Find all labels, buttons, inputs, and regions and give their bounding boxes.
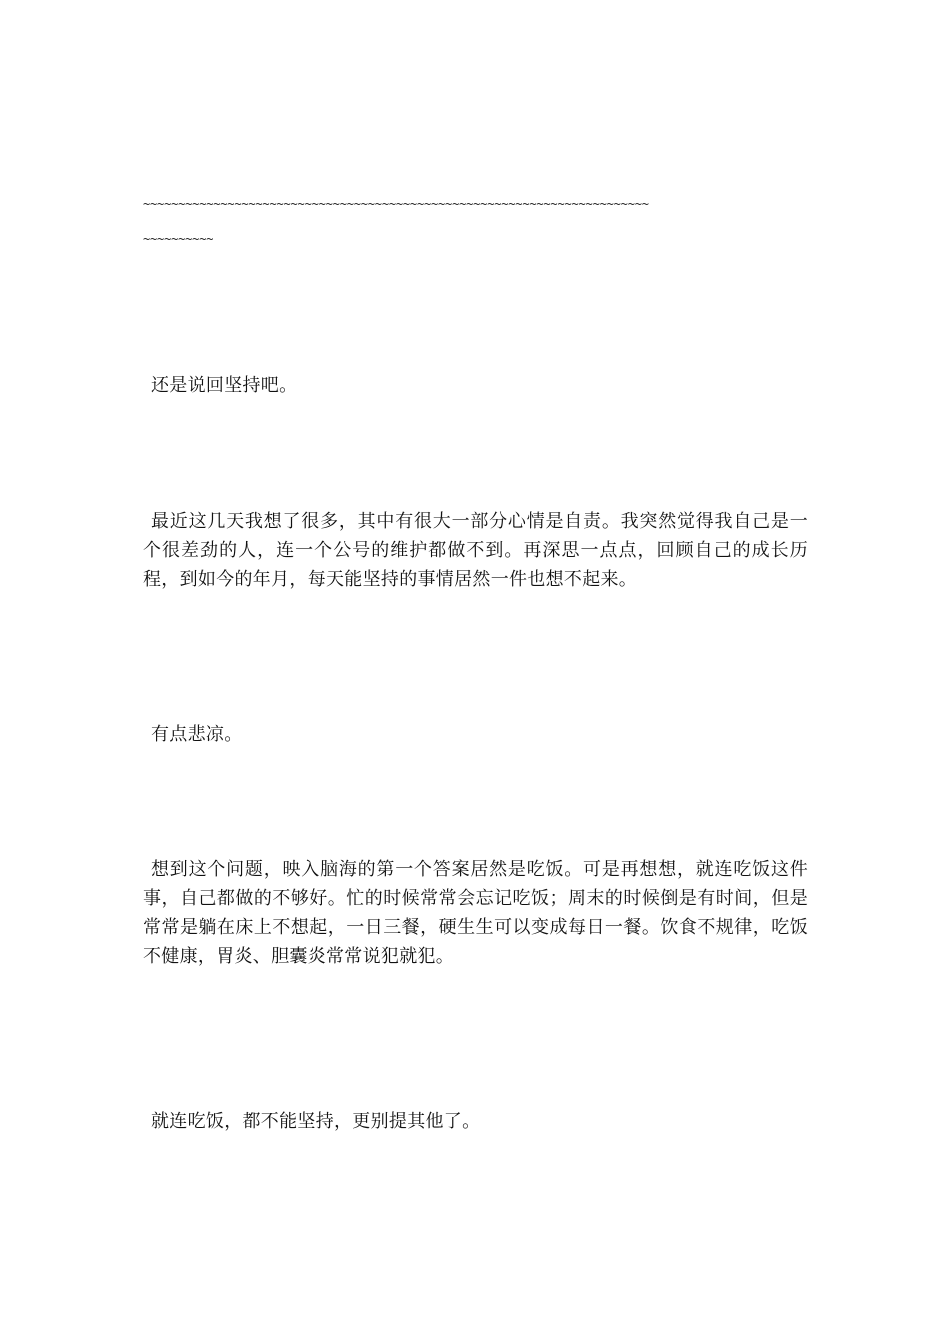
paragraph-4: 想到这个问题，映入脑海的第一个答案居然是吃饭。可是再想想，就连吃饭这件事，自己都做的不够好。忙的时候常常会忘记吃饭；周末的时候倒是有时间，但是常常是躺在床上不想起，一日三餐，硬生生可以变成每日一餐。饮食不规律，吃饭不健康，胃炎、胆囊炎常常说犯就犯。 [143,859,808,967]
paragraph-1: 还是说回坚持吧。 [151,375,298,396]
paragraph-3: 有点悲凉。 [151,724,243,745]
tilde-divider-line-1: ~~~~~~~~~~~~~~~~~~~~~~~~~~~~~~~~~~~~~~~~~~~~~~~~~~~~~~~~~~~~~~~~~~~~~~~~ [143,197,649,211]
tilde-divider-line-2: ~~~~~~~~~~ [143,232,214,246]
paragraph-2: 最近这几天我想了很多，其中有很大一部分心情是自责。我突然觉得我自己是一个很差劲的人，连一个公号的维护都做不到。再深思一点点，回顾自己的成长历程，到如今的年月，每天能坚持的事情居然一件也想不起来。 [143,511,808,590]
paragraph-5: 就连吃饭，都不能坚持，更别提其他了。 [151,1111,481,1132]
